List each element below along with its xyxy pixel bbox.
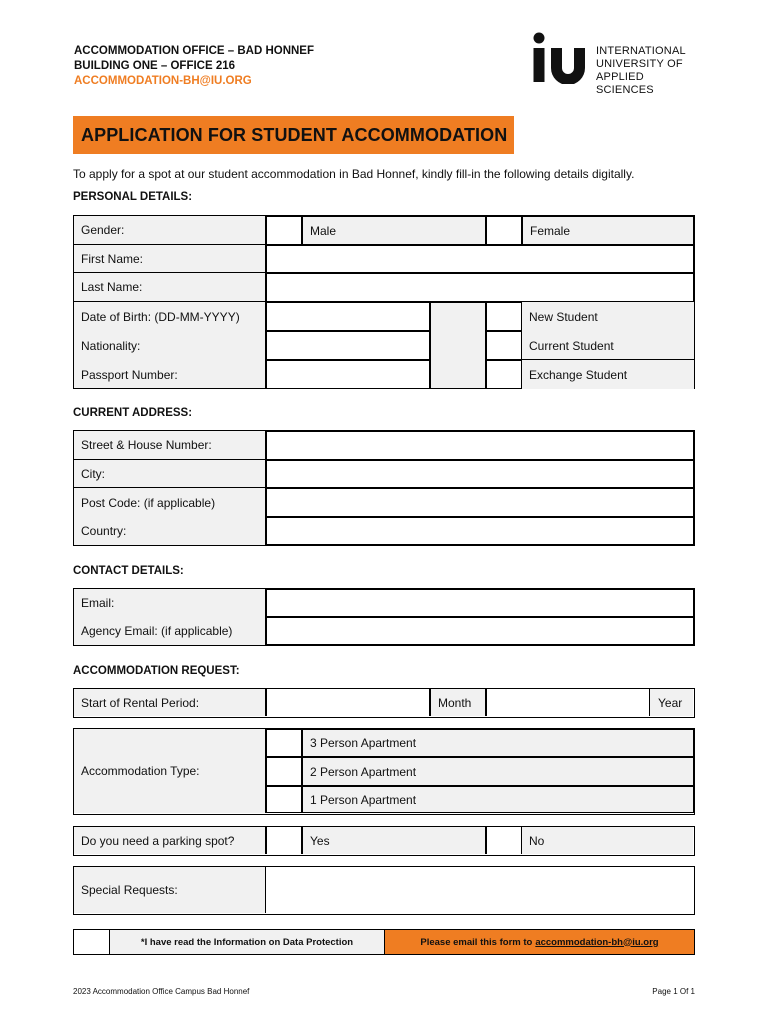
agency-email-label: Agency Email: (if applicable) (81, 624, 233, 638)
agency-email-input[interactable] (266, 617, 694, 645)
current-address-heading: CURRENT ADDRESS: (73, 407, 193, 419)
nationality-label: Nationality: (81, 338, 141, 353)
post-code-label: Post Code: (if applicable) (81, 495, 216, 510)
rental-period-row (73, 688, 695, 718)
footer-left: 2023 Accommodation Office Campus Bad Honnef (73, 987, 250, 996)
personal-details-table (73, 215, 695, 389)
parking-no-checkbox[interactable] (486, 827, 522, 854)
accommodation-request-heading: ACCOMMODATION REQUEST: (73, 665, 240, 677)
special-requests-row (73, 866, 695, 915)
parking-yes-checkbox[interactable] (266, 827, 302, 854)
page-number: Page 1 Of 1 (652, 987, 695, 996)
country-label: Country: (81, 524, 127, 538)
month-label: Month (430, 689, 486, 716)
email-instruction: Please email this form to accommodation-bh@iu.org (385, 930, 694, 954)
current-student-checkbox[interactable] (486, 331, 522, 360)
female-option-label: Female (522, 216, 694, 245)
street-input[interactable] (266, 431, 694, 460)
current-student-label: Current Student (529, 338, 614, 353)
passport-label: Passport Number: (81, 367, 178, 382)
university-logo (531, 32, 701, 96)
exchange-student-label: Exchange Student (529, 367, 628, 382)
page-title: APPLICATION FOR STUDENT ACCOMMODATION (73, 116, 514, 154)
university-name: INTERNATIONAL UNIVERSITY OF APPLIED SCIENCES (596, 45, 686, 96)
apt2-label: 2 Person Apartment (302, 757, 694, 786)
intro-text: To apply for a spot at our student accommodation in Bad Honnef, kindly fill-in the following details digitally. (73, 167, 635, 181)
female-checkbox[interactable] (486, 216, 522, 245)
month-year-input[interactable] (486, 689, 650, 716)
accommodation-type-table (73, 728, 695, 815)
office-header (74, 44, 314, 89)
parking-label: Do you need a parking spot? (74, 827, 266, 854)
current-address-table (73, 430, 695, 546)
year-label: Year (650, 689, 693, 716)
confirmation-bar (73, 929, 695, 955)
data-protection-text: *I have read the Information on Data Protection (110, 930, 385, 954)
post-code-input[interactable] (266, 488, 694, 517)
apt1-checkbox[interactable] (266, 786, 302, 813)
parking-no-label: No (522, 827, 693, 854)
start-rental-input[interactable] (266, 689, 430, 716)
accommodation-type-label: Accommodation Type: (74, 729, 266, 813)
new-student-label: New Student (529, 309, 598, 324)
apt3-checkbox[interactable] (266, 729, 302, 757)
new-student-checkbox[interactable] (486, 302, 522, 331)
first-name-input[interactable] (266, 245, 694, 273)
special-requests-label: Special Requests: (74, 867, 266, 913)
street-label: Street & House Number: (74, 431, 266, 460)
exchange-student-checkbox[interactable] (486, 360, 522, 389)
last-name-input[interactable] (266, 273, 694, 302)
spacer-cell (430, 302, 486, 389)
office-name: ACCOMMODATION OFFICE – BAD HONNEF (74, 45, 315, 57)
email-input[interactable] (266, 589, 694, 617)
last-name-label: Last Name: (74, 273, 266, 302)
city-input[interactable] (266, 460, 694, 488)
submission-email-link[interactable]: accommodation-bh@iu.org (535, 936, 659, 948)
office-building: BUILDING ONE – OFFICE 216 (74, 60, 236, 72)
email-label: Email: (81, 596, 115, 610)
first-name-label: First Name: (74, 245, 266, 273)
nationality-input[interactable] (266, 331, 430, 360)
apt1-label: 1 Person Apartment (302, 786, 694, 813)
contact-details-heading: CONTACT DETAILS: (73, 565, 184, 577)
dob-label: Date of Birth: (DD-MM-YYYY) (81, 309, 240, 324)
special-requests-input[interactable] (266, 867, 693, 913)
city-label: City: (74, 460, 266, 488)
male-option-label: Male (302, 216, 486, 245)
office-email[interactable]: ACCOMMODATION-BH@IU.ORG (74, 75, 252, 87)
apt2-checkbox[interactable] (266, 757, 302, 786)
parking-row (73, 826, 695, 856)
passport-input[interactable] (266, 360, 430, 389)
apt3-label: 3 Person Apartment (302, 729, 694, 757)
iu-logo-icon (531, 32, 587, 84)
country-input[interactable] (266, 517, 694, 545)
start-rental-label: Start of Rental Period: (74, 689, 266, 716)
male-checkbox[interactable] (266, 216, 302, 245)
gender-label: Gender: (74, 216, 266, 245)
dob-input[interactable] (266, 302, 430, 331)
contact-details-table (73, 588, 695, 646)
parking-yes-label: Yes (302, 827, 486, 854)
personal-details-heading: PERSONAL DETAILS: (73, 191, 193, 203)
data-protection-checkbox[interactable] (74, 930, 110, 954)
